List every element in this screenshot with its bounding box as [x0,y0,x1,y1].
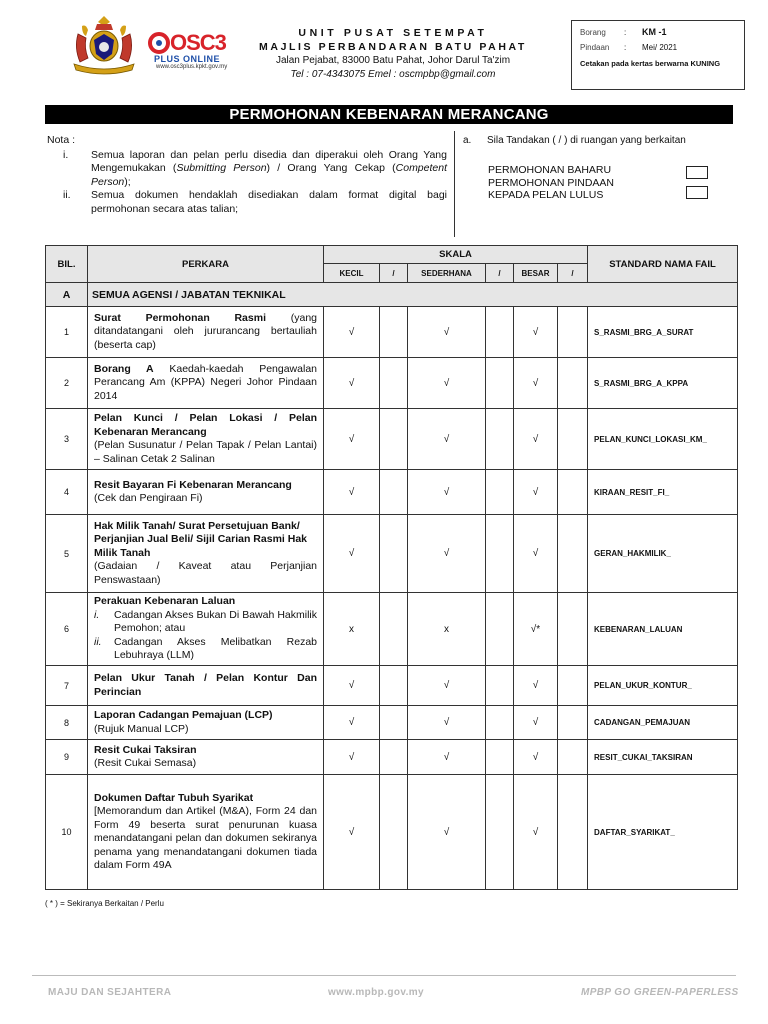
notes-heading: Nota : [47,134,76,146]
besar-value: √ [514,515,558,593]
besar-value: √ [514,307,558,358]
besar-value: √ [514,740,558,775]
kecil-value: √ [324,775,380,890]
file-name: S_RASMI_BRG_A_KPPA [588,358,738,409]
kecil-value: √ [324,706,380,740]
option-new-application: PERMOHONAN BAHARU [488,164,612,176]
header-besar-check: / [558,264,588,283]
besar-check-cell[interactable] [558,515,588,593]
form-reference-box [571,20,745,90]
footer-divider [32,975,736,976]
instruction-label: a. [463,135,472,146]
sederhana-check-cell[interactable] [486,775,514,890]
kecil-check-cell[interactable] [380,706,408,740]
kecil-check-cell[interactable] [380,740,408,775]
sederhana-check-cell[interactable] [486,470,514,515]
kecil-value: √ [324,515,380,593]
section-row [46,283,738,307]
footnote: ( * ) = Sekiranya Berkaitan / Perlu [45,899,164,908]
kecil-value: √ [324,307,380,358]
sederhana-check-cell[interactable] [486,593,514,666]
besar-value: √ [514,706,558,740]
sederhana-value: √ [408,470,486,515]
office-council-name: MAJLIS PERBANDARAN BATU PAHAT [259,41,527,53]
file-name: CADANGAN_PEMAJUAN [588,706,738,740]
instruction-text: Sila Tandakan ( / ) di ruangan yang berkaitan [487,135,686,146]
header-standard-file-name: STANDARD NAMA FAIL [588,246,738,283]
footer-motto: MAJU DAN SEJAHTERA [48,987,172,998]
kecil-check-cell[interactable] [380,666,408,706]
new-application-checkbox[interactable] [686,166,708,179]
sederhana-value: √ [408,409,486,470]
besar-check-cell[interactable] [558,666,588,706]
table-row [46,666,738,706]
borang-separator: : [624,28,627,37]
sub-item: i. Cadangan Akses Bukan Di Bawah Hakmilik Pemohon; atau [94,608,317,635]
amendment-application-checkbox[interactable] [686,186,708,199]
kecil-value: √ [324,409,380,470]
row-number: 9 [46,740,88,775]
note-number: ii. [63,189,71,201]
osc3-logo [148,32,238,78]
file-name: KIRAAN_RESIT_FI_ [588,470,738,515]
row-item: Resit Cukai Taksiran (Resit Cukai Semasa) [88,740,324,775]
row-number: 7 [46,666,88,706]
row-item: Pelan Kunci / Pelan Lokasi / Pelan Kebenaran Merancang (Pelan Susunatur / Pelan Tapak / Pelan Lantai) – Salinan Cetak 2 Salinan [88,409,324,470]
note-item [47,149,447,190]
sederhana-check-cell[interactable] [486,358,514,409]
option-amendment-application: PERMOHONAN PINDAAN [488,176,615,189]
besar-check-cell[interactable] [558,409,588,470]
application-type-options [488,164,614,202]
sederhana-check-cell[interactable] [486,515,514,593]
header-sederhana-check: / [486,264,514,283]
file-name: DAFTAR_SYARIKAT_ [588,775,738,890]
row-number: 6 [46,593,88,666]
osc3-logo-subtitle: PLUS ONLINE [154,54,221,64]
row-number: 4 [46,470,88,515]
footer-slogan: MPBP GO GREEN-PAPERLESS [581,987,739,998]
sederhana-check-cell[interactable] [486,307,514,358]
file-name: PELAN_UKUR_KONTUR_ [588,666,738,706]
file-name: PELAN_KUNCI_LOKASI_KM_ [588,409,738,470]
notes-divider [454,131,455,237]
file-name: GERAN_HAKMILIK_ [588,515,738,593]
besar-check-cell[interactable] [558,775,588,890]
osc3-url: www.osc3plus.kpkt.gov.my [156,64,228,70]
sederhana-value: x [408,593,486,666]
table-row [46,706,738,740]
besar-check-cell[interactable] [558,706,588,740]
row-number: 10 [46,775,88,890]
sederhana-check-cell[interactable] [486,409,514,470]
sederhana-value: √ [408,358,486,409]
note-number: i. [63,148,69,161]
kecil-check-cell[interactable] [380,775,408,890]
notes-section [47,134,447,216]
table-row [46,740,738,775]
row-number: 8 [46,706,88,740]
note-text: Semua laporan dan pelan perlu disedia dan diperakui oleh Orang Yang Mengemukakan (Submitting Person) / Orang Yang Cekap (Competent Person); [91,148,448,188]
kecil-check-cell[interactable] [380,515,408,593]
osc3-circle-icon [148,32,170,54]
pindaan-value: Mei/ 2021 [642,43,678,52]
row-number: 1 [46,307,88,358]
kecil-value: √ [324,740,380,775]
sub-item: ii. Cadangan Akses Melibatkan Rezab Lebuhraya (LLM) [94,635,317,662]
kecil-value: √ [324,666,380,706]
header-kecil-check: / [380,264,408,283]
kecil-check-cell[interactable] [380,409,408,470]
row-item: Borang A Kaedah-kaedah Pengawalan Perancang Am (KPPA) Negeri Johor Pindaan 2014 [88,358,324,409]
osc3-logo-text: OSC3 [170,30,226,55]
office-unit-name: UNIT PUSAT SETEMPAT [298,27,488,39]
footer-website[interactable]: www.mpbp.gov.my [328,987,425,998]
table-row [46,409,738,470]
sederhana-value: √ [408,775,486,890]
row-item: Hak Milik Tanah/ Surat Persetujuan Bank/ Perjanjian Jual Beli/ Sijil Carian Rasmi Hak Milik Tanah (Gadaian / Kaveat atau Perjanjian Penswastaan) [88,515,324,593]
table-row [46,307,738,358]
row-item: Laporan Cadangan Pemajuan (LCP) (Rujuk Manual LCP) [88,706,324,740]
section-code: A [46,283,88,307]
besar-check-cell[interactable] [558,593,588,666]
table-row [46,470,738,515]
row-number: 5 [46,515,88,593]
sederhana-value: √ [408,307,486,358]
sederhana-check-cell[interactable] [486,740,514,775]
besar-value: √ [514,666,558,706]
header-skala: SKALA [324,246,588,264]
option-approved-plan: KEPADA PELAN LULUS [488,189,604,201]
osc3-logo-mark [148,32,238,54]
document-title: PERMOHONAN KEBENARAN MERANCANG [45,105,733,124]
note-item [47,189,447,216]
kecil-value: √ [324,470,380,515]
file-name: KEBENARAN_LALUAN [588,593,738,666]
section-title: SEMUA AGENSI / JABATAN TEKNIKAL [88,283,738,307]
header-besar: BESAR [514,264,558,283]
note-text: Semua dokumen hendaklah disediakan dalam format digital bagi permohonan secara atas talian; [91,189,447,215]
instruction-note [463,134,686,147]
table-row [46,775,738,890]
state-crest-logo [64,12,144,78]
print-color-note: Cetakan pada kertas berwarna KUNING [580,59,721,68]
row-item: Resit Bayaran Fi Kebenaran Merancang (Cek dan Pengiraan Fi) [88,470,324,515]
row-item: Dokumen Daftar Tubuh Syarikat [Memorandum dan Artikel (M&A), Form 24 dan Form 49 beserta surat penurunan kuasa menandatangani pelan dan dokumen sekiranya penama yang menandatangani dokumen tiada dalam Form 49A [88,775,324,890]
besar-value: √* [514,593,558,666]
table-row [46,515,738,593]
besar-value: √ [514,409,558,470]
sederhana-check-cell[interactable] [486,706,514,740]
borang-value: KM -1 [642,27,667,37]
pindaan-separator: : [624,43,627,52]
row-number: 3 [46,409,88,470]
sederhana-value: √ [408,666,486,706]
header-kecil: KECIL [324,264,380,283]
besar-value: √ [514,775,558,890]
file-name: S_RASMI_BRG_A_SURAT [588,307,738,358]
besar-value: √ [514,358,558,409]
kecil-value: x [324,593,380,666]
header-bil: BIL. [46,246,88,283]
besar-check-cell[interactable] [558,358,588,409]
sederhana-value: √ [408,740,486,775]
row-number: 2 [46,358,88,409]
besar-check-cell[interactable] [558,740,588,775]
header-sederhana: SEDERHANA [408,264,486,283]
kecil-check-cell[interactable] [380,470,408,515]
file-name: RESIT_CUKAI_TAKSIRAN [588,740,738,775]
borang-label: Borang [580,28,606,37]
kecil-check-cell[interactable] [380,307,408,358]
besar-value: √ [514,470,558,515]
besar-check-cell[interactable] [558,307,588,358]
kecil-check-cell[interactable] [380,593,408,666]
sederhana-value: √ [408,706,486,740]
table-row [46,358,738,409]
requirements-table [45,245,738,890]
row-item: Perakuan Kebenaran Laluan i. Cadangan Akses Bukan Di Bawah Hakmilik Pemohon; atau ii. Cadangan Akses Melibatkan Rezab Lebuhraya (LLM) [88,593,324,666]
sederhana-value: √ [408,515,486,593]
table-header-row [46,246,738,264]
office-header [248,26,538,82]
kecil-value: √ [324,358,380,409]
besar-check-cell[interactable] [558,470,588,515]
row-item: Pelan Ukur Tanah / Pelan Kontur Dan Perincian [88,666,324,706]
header-perkara: PERKARA [88,246,324,283]
office-contact: Tel : 07-4343075 Emel : oscmpbp@gmail.com [290,69,496,80]
office-address: Jalan Pejabat, 83000 Batu Pahat, Johor Darul Ta'zim [275,55,511,66]
pindaan-label: Pindaan [580,43,610,52]
kecil-check-cell[interactable] [380,358,408,409]
sederhana-check-cell[interactable] [486,666,514,706]
table-row [46,593,738,666]
row-item: Surat Permohonan Rasmi (yang ditandatangani oleh jururancang bertauliah (beserta cap) [88,307,324,358]
